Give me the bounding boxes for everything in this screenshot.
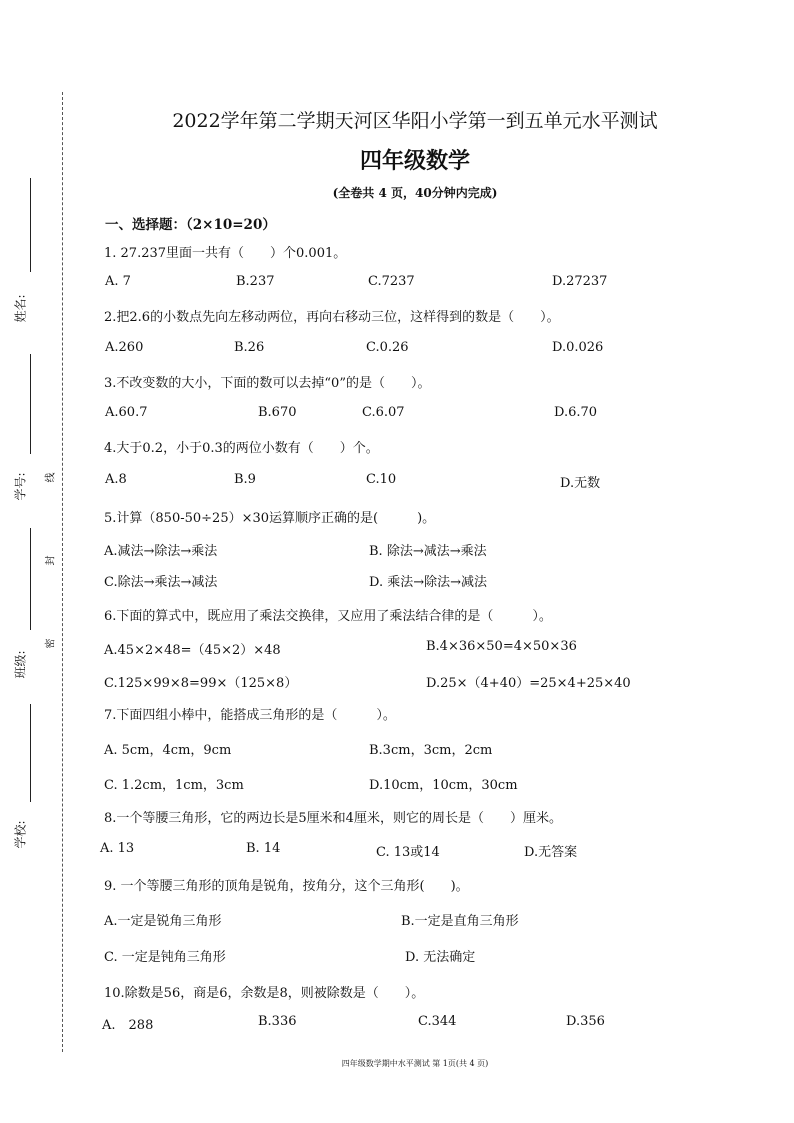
- q9-option-c: C. 一定是钝角三角形: [104, 950, 226, 965]
- q7-option-a: A. 5cm，4cm，9cm: [104, 743, 232, 758]
- q4-option-b: B.9: [234, 472, 256, 487]
- exam-note: (全卷共 4 页，40分钟内完成): [332, 186, 498, 200]
- question-3: 3.不改变数的大小，下面的数可以去掉“0”的是（ ）。: [104, 376, 431, 391]
- q9-option-b: B.一定是直角三角形: [401, 914, 519, 929]
- student-no-label: 学号:: [13, 472, 28, 501]
- q2-option-d: D.0.026: [552, 340, 604, 355]
- q6-option-b: B.4×36×50=4×50×36: [426, 639, 577, 654]
- q4-option-d: D.无数: [560, 476, 601, 491]
- page-footer: 四年级数学期中水平测试 第 1页(共 4 页): [341, 1059, 489, 1068]
- q8-option-b: B. 14: [246, 841, 281, 856]
- q8-option-a: A. 13: [100, 841, 135, 856]
- seal-char-feng: 封: [45, 555, 57, 566]
- binding-dashed-line: [62, 92, 63, 1052]
- seal-char-xian: 线: [45, 472, 57, 483]
- q4-option-a: A.8: [105, 472, 127, 487]
- section-title: 一、选择题：（2×10=20）: [105, 217, 276, 233]
- q6-option-c: C.125×99×8=99×（125×8）: [104, 676, 298, 691]
- q1-option-a: A. 7: [105, 274, 131, 289]
- q10-option-d: D.356: [566, 1014, 605, 1029]
- question-8: 8.一个等腰三角形，它的两边长是5厘米和4厘米，则它的周长是（ ）厘米。: [104, 811, 562, 826]
- q9-option-a: A.一定是锐角三角形: [104, 914, 222, 929]
- name-label: 姓名:: [13, 294, 28, 323]
- q3-option-d: D.6.70: [554, 405, 598, 420]
- q1-option-c: C.7237: [368, 274, 415, 289]
- q5-option-d: D. 乘法→除法→减法: [369, 575, 488, 590]
- q4-option-c: C.10: [366, 472, 397, 487]
- question-5: 5.计算（850-50÷25）×30运算顺序正确的是( )。: [104, 511, 436, 526]
- q5-option-b: B. 除法→减法→乘法: [369, 544, 487, 559]
- q5-option-c: C.除法→乘法→减法: [104, 575, 218, 590]
- q6-option-a: A.45×2×48=（45×2）×48: [104, 643, 281, 658]
- q8-option-d: D.无答案: [524, 845, 578, 860]
- class-label: 班级:: [13, 650, 28, 679]
- student-no-blank-line: [30, 354, 31, 454]
- question-2: 2.把2.6的小数点先向左移动两位，再向右移动三位，这样得到的数是（ ）。: [104, 310, 560, 325]
- q3-option-a: A.60.7: [105, 405, 148, 420]
- question-10: 10.除数是56，商是6，余数是8，则被除数是（ ）。: [104, 986, 425, 1001]
- question-4: 4.大于0.2，小于0.3的两位小数有（ ）个。: [104, 441, 379, 456]
- q7-option-d: D.10cm，10cm，30cm: [369, 778, 518, 793]
- q2-option-c: C.0.26: [366, 340, 409, 355]
- question-9: 9. 一个等腰三角形的顶角是锐角，按角分，这个三角形( )。: [104, 879, 469, 894]
- q10-option-b: B.336: [258, 1014, 297, 1029]
- q1-option-b: B.237: [236, 274, 275, 289]
- q10-option-c: C.344: [418, 1014, 457, 1029]
- question-7: 7.下面四组小棒中，能搭成三角形的是（ ）。: [104, 708, 396, 723]
- q7-option-c: C. 1.2cm，1cm，3cm: [104, 778, 244, 793]
- question-6: 6.下面的算式中，既应用了乘法交换律，又应用了乘法结合律的是（ ）。: [104, 609, 552, 624]
- q3-option-b: B.670: [258, 405, 297, 420]
- class-blank-line: [30, 528, 31, 630]
- q1-option-d: D.27237: [552, 274, 608, 289]
- q6-option-d: D.25×（4+40）=25×4+25×40: [426, 676, 631, 691]
- exam-title: 2022学年第二学期天河区华阳小学第一到五单元水平测试: [172, 110, 658, 132]
- q5-option-a: A.减法→除法→乘法: [104, 544, 218, 559]
- q3-option-c: C.6.07: [362, 405, 405, 420]
- exam-subject: 四年级数学: [359, 149, 470, 174]
- school-blank-line: [30, 704, 31, 802]
- q8-option-c: C. 13或14: [376, 845, 440, 860]
- q9-option-d: D. 无法确定: [405, 950, 476, 965]
- q7-option-b: B.3cm，3cm，2cm: [369, 743, 493, 758]
- q2-option-b: B.26: [234, 340, 265, 355]
- q2-option-a: A.260: [105, 340, 144, 355]
- seal-char-mi: 密: [45, 638, 57, 649]
- name-blank-line: [30, 178, 31, 272]
- question-1: 1. 27.237里面一共有（ ）个0.001。: [104, 246, 347, 261]
- q10-option-a: A. 288: [102, 1018, 154, 1033]
- school-label: 学校:: [13, 820, 28, 849]
